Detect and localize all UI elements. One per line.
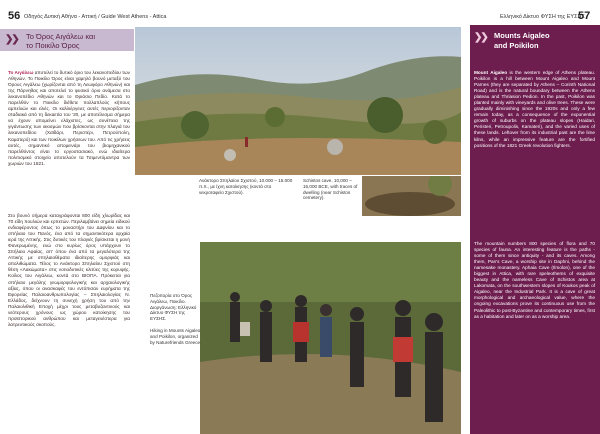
caption-greek: Ανάκτορο Σπηλαίου Σχιστού, 10.000 – 15.000 π.Χ., με ίχνη κατοίκησης (κοντά στο νεκροταφείο Σχιστού).: [196, 176, 299, 216]
left-running-header: Οδηγός Δυτική Αθήνα - Αττική / Guide West Athens - Attica: [24, 14, 167, 20]
hikers-photo: [200, 242, 461, 434]
english-lead: Mount Aigaleo: [474, 70, 508, 75]
chevron-right-icon: ❯❯: [474, 32, 487, 43]
greek-title-line1: Το Όρος Αιγάλεω και: [26, 32, 95, 41]
english-title-banner: [470, 28, 600, 52]
english-paragraph-1: [474, 70, 595, 149]
hikers-captions: [150, 293, 202, 351]
english-title-line1: Mounts Aigaleo: [494, 31, 550, 40]
greek-lead: Το Αιγάλεω: [8, 70, 34, 75]
right-page-number: 57: [578, 10, 591, 22]
left-page-number: 56: [8, 10, 21, 22]
greek-title-line2: το Ποικίλο Όρος: [26, 41, 80, 50]
greek-paragraph-1: [8, 70, 130, 167]
greek-paragraph-1-text: αποτελεί το δυτικό όριο του λεκανοπεδίου των Αθηνών. Το Ποικίλο Όρος είναι χαμηλό βουνό μεταξύ του Όρους Αιγάλεω (χωρίζονται από τη Λεωφόρο Αθηνών) και της Πάρνηθας και αποτελεί το φυσικό όριο ανάμεσα στο λεκανοπέδιο Αθηνών και το Θριάσιο Πεδίο. Κατά το παρελθόν το Ποικίλο διέθετε πολλαπλούς κήπους αμπελιών και ελιές. Οι καλλιέργειες αυτές περιορίζονταν σταδιακά από τη δεκαετία του '20, με αποτέλεσμα σήμερα να έχουν απομείνει ελάχιστες, ως συνέπεια της γιγάντωσης των οικισμών που βρίσκονται στην πλαγιά του λεκανοπεδίου (Χαϊδάρι, Περιστέρι, Πετρούπολη, Καματερό) και των ποικίλων χρήσεων του. Από τις χρήσεις αυτές, σημαντικό απομεινάρι του βιομηχανικού παρελθόντος είναι το εργοστασιακό, ενώ ιδιαίτερα πολιτισμικό στοιχείο αποτελούν τα Τσιμεντόμαντρα των χωριών του 1821.: [8, 70, 130, 166]
english-title-line2: and Poikilon: [494, 41, 539, 50]
caption-hikers-greek: Πεζοπορία στο Όρος Αιγάλεω, Ποικίλο. Διοργάνωση: Ελληνικό Δίκτυο ΦΥΣΗ της ΕΥΣΗΣ.: [150, 293, 197, 322]
greek-title-banner: [0, 29, 134, 51]
greek-paragraph-2: Στο βουνό σήμερα καταγράφονται 800 είδη χλωρίδας και 70 είδη πουλιών και ερπετών. Περιλαμβάνει σημεία ειδικού ενδιαφέροντος όπως το μοναστήρι του Δαφνίου και το σπήλαιο του Πανός, ένα από τα σημαντικότερα αρχαία ιερά της Αττικής. Στις δυτικές του πλαγιές βρίσκεται η μονή Φανερωμένης, ενώ στο κυρίως όρος υπάρχουν το Σπήλαιο Αφαίας, απ' όπου ένα από τα μεγαλύτερα της Αττικής με σπηλαιοθέματα ιδιαίτερης ομορφιάς και απολιθώματα. Τέλος το Ανάκτορο Σπηλαίου Σχιστού στη θέση «Λακώματα» στις νοτιοδυτικές κλιτύες της κορυφής. Κοίλος του Αιγάλεω, κοντά στο ΒΙΟΠΑ. Πρόκειται για σπήλαιο μεγάλης γεωμορφολογικής και αρχαιολογικής αξίας, όπου οι ανασκαφές του εντόπισαν ευρήματα της Εφορείας Παλαιοανθρωπολογίας – Σπηλαιολογίας Ν. Ελλάδος, δείχνουν τη συνεχή χρήση του από την Παλαιολιθική Εποχή μέχρι τους μεταβυζαντινούς και νεότερους χρόνους ως χώρου κατοίκησης του προϊστορικού ανθρώπου και μεταγενέστερα για λατρευτικούς σκοπούς.: [8, 213, 130, 327]
chevron-right-icon: ❯❯: [5, 34, 18, 45]
caption-hikers-english: Hiking in Mounts Aigaleo and Poikilon, organized by Naturefriends Greece.: [150, 327, 202, 345]
landscape-photo: [135, 27, 461, 175]
english-paragraph-1-text: is the western edge of Athens plateau. Poikilon is a hill between Mount Aigaleo and Mount Parnes (they are separated by Athens – Corinth National Road) and is the natural boundary between the Athens plateau and Thriasion Pedion. In the past, Poikilon was planted mainly with vineyards and olive trees. These were gradually diminishing since the 1920s and only a few remain today, as a consequence of the exponential growth of suburbs on the plateau slopes (Haidari, Peristeri, Petroupolis, Kamateri), and the varied uses of these lands. Leftover from its industrial past are the lime kilns, while an impressive feature are the fortified positions of the 1821 Greek revolution fighters.: [474, 70, 595, 148]
caption-english: Schistos cave, 10,000 – 15,000 BCE, with traces of dwelling (near Schistos cemetery).: [300, 176, 362, 216]
right-running-header: Ελληνικό Δίκτυο ΦΥΣΗ της ΕΥΣΗΣ: [500, 14, 585, 20]
english-paragraph-2: The mountain numbers 800 species of flora and 70 species of fauna. An interesting feature is the paths - some of them since antiquity - and its caves. Among them, Pan's Cave, a worship site in Daphni, behind the namesake monastery. Aphaia Cave (Ilmolon), one of the biggest in Attica, with rare speleothems of exquisite beauty and the nameless Cave of Schistos area at Lakomata, on the southwestern slopes of Koukos peak of Aigaleo, near the Industrial Park. It is a cave of great morphological and archaeological value, where the ongoing excavations prove its continuous use from the Paleolithic to post-Byzantine and contemporary times, first as a habitation and later on as a worship area.: [474, 241, 595, 319]
